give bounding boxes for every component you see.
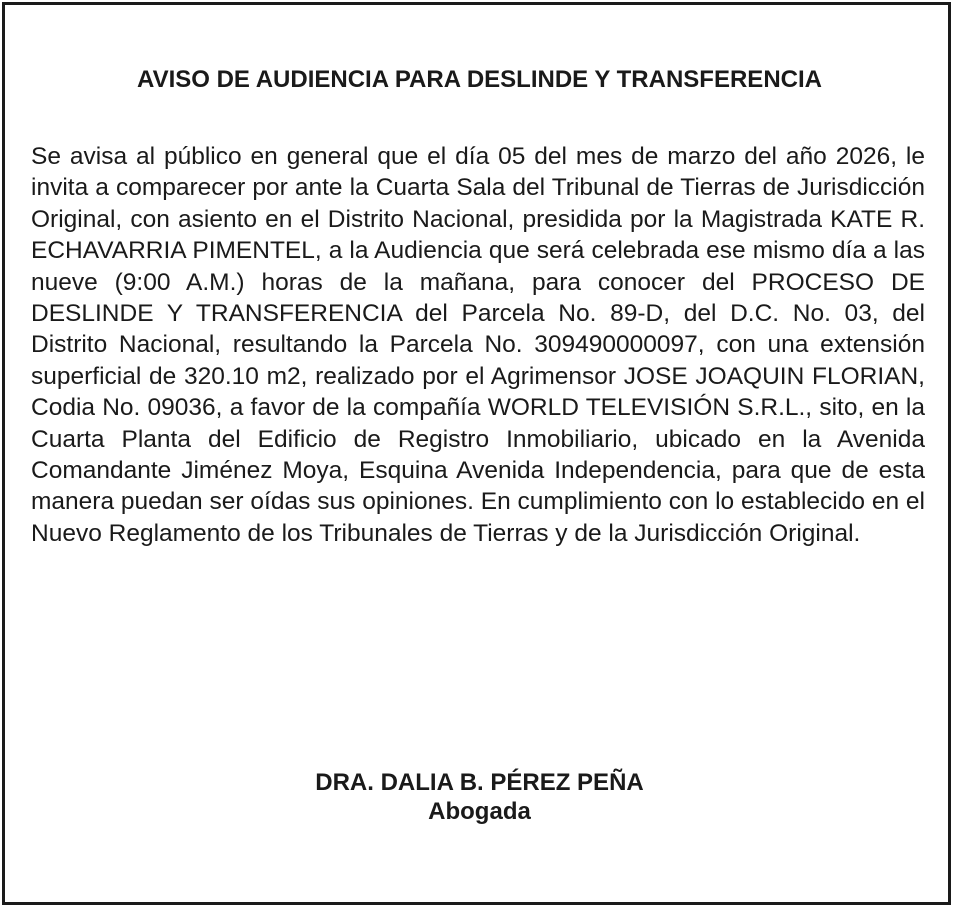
notice-body: Se avisa al público en general que el día 05 del mes de marzo del año 2026, le invita a comparecer por ante la Cuarta Sala del Tribunal de Tierras de Jurisdicción Original, con asiento en el Distrito Nacional, presidida por la Magistrada KATE R. ECHAVARRIA PIMENTEL, a la Audiencia que será celebrada ese mismo día a las nueve (9:00 A.M.) horas de la mañana, para conocer del PROCESO DE DESLINDE Y TRANSFERENCIA del Parcela No. 89-D, del D.C. No. 03, del Distrito Nacional, resultando la Parcela No. 309490000097, con una extensión superficial de 320.10 m2, realizado por el Agrimensor JOSE JOAQUIN FLORIAN, Codia No. 09036, a favor de la compañía WORLD TELEVISIÓN S.R.L., sito, en la Cuarta Planta del Edificio de Registro Inmobiliario, ubicado en la Avenida Comandante Jiménez Moya, Esquina Avenida Independencia, para que de esta manera puedan ser oídas sus opiniones. En cumplimiento con lo establecido en el Nuevo Reglamento de los Tribunales de Tierras y de la Jurisdicción Original. — [31, 143, 925, 547]
notice-frame — [2, 2, 951, 905]
signature-role: Abogada — [428, 798, 531, 825]
signature-name: DRA. DALIA B. PÉREZ PEÑA — [315, 769, 644, 796]
notice-title: AVISO DE AUDIENCIA PARA DESLINDE Y TRANSFERENCIA — [137, 66, 822, 93]
